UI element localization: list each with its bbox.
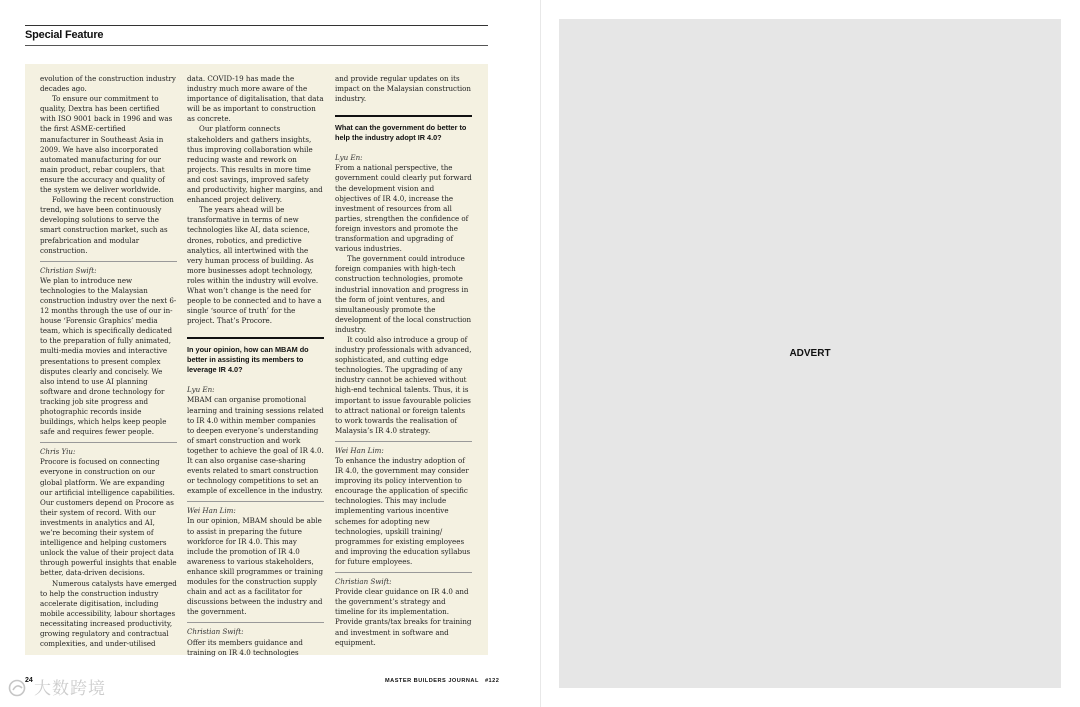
page-gutter: [540, 0, 541, 707]
paragraph: Provide clear guidance on IR 4.0 and the government’s strategy and timeline for its implementation. Provide grants/tax breaks for training and investment in software and equipment.: [335, 587, 472, 647]
issue-number: #122: [484, 678, 500, 684]
article-column-3: [335, 74, 472, 648]
journal-footer: [385, 678, 499, 684]
speaker-name: Wei Han Lim:: [335, 441, 472, 456]
paragraph: and provide regular updates on its impact on the Malaysian construction industry.: [335, 74, 471, 104]
interview-question: What can the government do better to help the industry adopt IR 4.0?: [335, 115, 472, 143]
speaker-name: Lyu En:: [335, 153, 363, 163]
paragraph: data. COVID-19 has made the industry much more aware of the importance of digitalisation, that data will be as important to construction as concrete.: [187, 74, 324, 124]
speaker-name: Christian Swift:: [335, 572, 472, 587]
journal-name: MASTER BUILDERS JOURNAL: [385, 678, 479, 684]
paragraph: The years ahead will be transformative in terms of new technologies like AI, data science, drones, robotics, and predictive analytics, all intertwined with the very human process of building. As more businesses adopt technology, roles within the industry will evolve. What won’t change is the need for people to be connected and to have a single ‘source of truth’ for the project. That’s Procore.: [187, 205, 322, 326]
paragraph: Numerous catalysts have emerged to help the construction industry accelerate digitisation, including mobile accessibility, labour shortages necessitating increased productivity, growing regulatory and contractual complexities, and under-utilised: [40, 578, 177, 649]
paragraph: In our opinion, MBAM should be able to assist in preparing the future workforce for IR 4.0. This may include the promotion of IR 4.0 awareness to various stakeholders, enhance skill programmes or training modules for the construction supply chain and act as a facilitator for discussions between the industry and the government.: [187, 516, 324, 617]
speaker-name: Lyu En:: [187, 385, 215, 395]
paragraph: We plan to introduce new technologies to the Malaysian construction industry over the next 6-12 months through the use of our in-house ‘Forensic Graphics’ media team, which is specifically dedicated to the preparation of fully animated, multi-media movies and interactive presentations to present complex disputes clearly and concisely. We also intend to use AI planning software and drone technology for tracking job site progress and photographic records inside buildings, which helps keep people safe and requires fewer people.: [40, 275, 177, 437]
watermark-text: 大数跨境: [34, 679, 106, 699]
paragraph: Procore is focused on connecting everyone in construction on our global platform. We are expanding our artificial intelligence capabilities. Our customers depend on Procore as their system of record. With our investments in analytics and AI, we’re becoming their system of intelligence and helping customers unlock the value of their project data through powerful insights that enable better, data-driven decisions.: [40, 457, 177, 578]
section-title: Special Feature: [25, 29, 104, 41]
paragraph: To enhance the industry adoption of IR 4.0, the government may consider improving its policy intervention to encourage the application of specific technologies. This may include implementing various incentive schemes for adopting new technologies, upskill training/ programmes for existing employees and improving the education syllabus for future employees.: [335, 456, 471, 566]
paragraph: The government could introduce foreign companies with high-tech construction technologies, promote industrial innovation and progress in the form of joint ventures, and simultaneously promote the development of the local construction industry.: [335, 254, 472, 334]
paragraph: Our platform connects stakeholders and gathers insights, thus improving collaboration while reducing waste and rework on projects. This results in more time and cost savings, improved safety and productivity, higher margins, and enhanced project delivery.: [187, 124, 323, 205]
paragraph: It could also introduce a group of industry professionals with advanced, sophisticated, and cutting edge technologies. The upgrading of any industry cannot be achieved without high-end technical talents. Thus, it is important to issue favourable policies to attract national or foreign talents to work towards the realisation of Malaysia’s IR 4.0 strategy.: [335, 334, 472, 435]
paragraph: Offer its members guidance and training on IR 4.0 technologies: [187, 637, 303, 657]
paragraph: From a national perspective, the government could clearly put forward the development vision and objectives of IR 4.0, increase the investment of resources from all parties, strengthen the confidence of foreign investors and promote the transformation and upgrading of various industries.: [335, 163, 472, 254]
section-rule: [25, 45, 488, 46]
speaker-name: Wei Han Lim:: [187, 501, 324, 516]
watermark: [8, 674, 106, 702]
paragraph: Following the recent construction trend, we have been continuously developing solutions to serve the smart construction market, such as prefabrication and modular construction.: [40, 195, 174, 255]
speaker-name: Chris Yiu:: [40, 442, 177, 457]
article-column-1: [40, 74, 177, 649]
speaker-name: Christian Swift:: [187, 622, 324, 637]
interview-question: In your opinion, how can MBAM do better in assisting its members to leverage IR 4.0?: [187, 337, 324, 375]
speaker-name: Christian Swift:: [40, 261, 177, 276]
article-column-2: [187, 74, 324, 658]
paragraph: evolution of the construction industry decades ago.: [40, 74, 176, 94]
advert-label: ADVERT: [789, 348, 831, 359]
paragraph: To ensure our commitment to quality, Dextra has been certified with ISO 9001 back in 1996 and was the first ASME-certified manufacturer in Southeast Asia in 2009. We have also incorporated automated manufacturing for our main product, rebar couplers, that ensure the accuracy and quality of the system we deliver worldwide.: [40, 94, 173, 195]
paragraph: MBAM can organise promotional learning and training sessions related to IR 4.0 within member companies to deepen everyone’s understanding of smart construction and work together to achieve the goal of IR 4.0. It can also organise case-sharing events related to smart construction or technology competitions to set an example of excellence in the industry.: [187, 395, 324, 496]
top-rule: [25, 25, 488, 26]
advert-placeholder: [559, 19, 1061, 688]
page-number: 24: [25, 677, 33, 684]
